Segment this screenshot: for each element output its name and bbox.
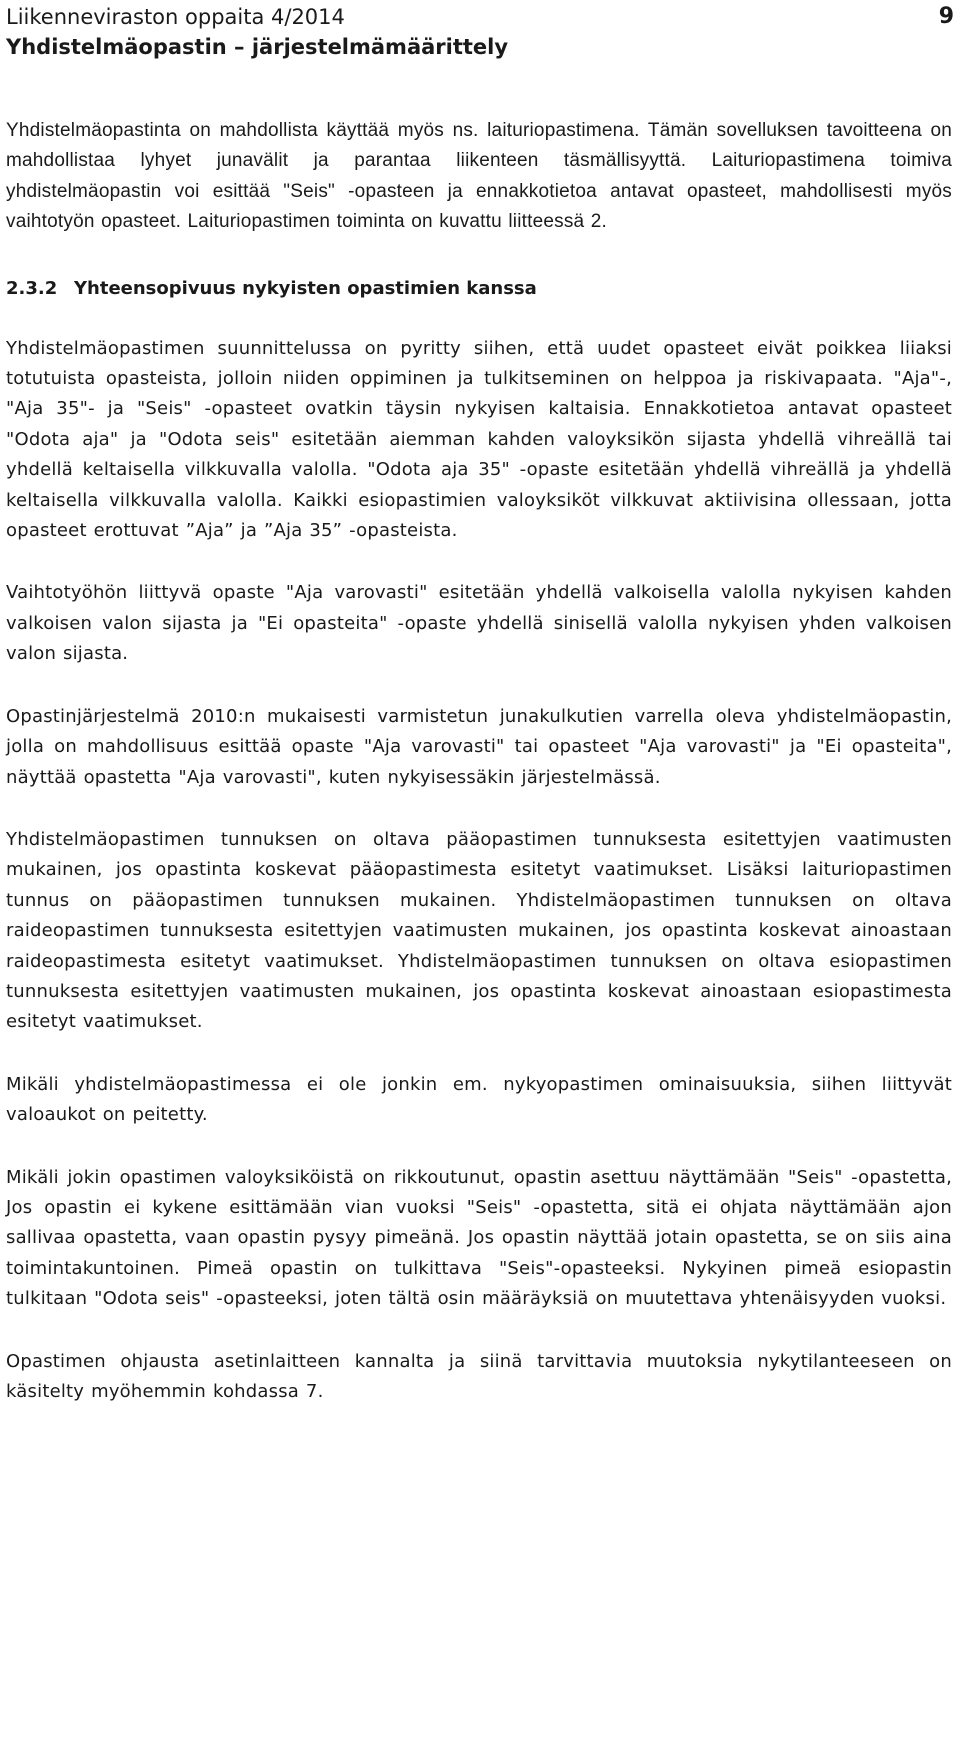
publication-series: Liikenneviraston oppaita 4/2014 [6,5,345,29]
document-body [6,116,952,1407]
body-paragraph-failure: Mikäli jokin opastimen valoyksiköistä on rikkoutunut, opastin asettuu näyttämään "Seis" -opastetta, Jos opastin ei kykene esittämään vian vuoksi "Seis" -opastetta, sitä ei ohjata näyttämään ajon sallivaa opastetta, vaan opastin pysyy pimeänä. Jos opastin näyttää jotain opastetta, se on siis aina toimintakuntoinen. Pimeä opastin on tulkittava "Seis"-opasteeksi. Nykyinen pimeä esiopastin tulkitaan "Odota seis" -opasteeksi, joten tältä osin määräyksiä on muutettava yhtenäisyyden vuoksi. [6,1166,952,1310]
body-paragraph-shunting: Vaihtotyöhön liittyvä opaste "Aja varovasti" esitetään yhdellä valkoisella valolla nykyisen kahden valkoisen valon sijasta ja "Ei opasteita" -opaste yhdellä sinisellä valolla nykyisen yhden valkoisen valon sijasta. [6,582,952,665]
spacer [6,1131,952,1163]
section-number: 2.3.2 [6,277,58,299]
body-paragraph-signal-id: Yhdistelmäopastimen tunnuksen on oltava pääopastimen tunnuksesta esitettyjen vaatimusten mukainen, jos opastinta koskevat pääopastimesta esitetyt vaatimukset. Lisäksi laituriopastimen tunnus on pääopastimen tunnuksen mukainen. Yhdistelmäopastimen tunnuksen on oltava raideopastimen tunnuksesta esitettyjen vaatimusten mukainen, jos opastinta koskevat ainoastaan raideopastimesta esitetyt vaatimukset. Yhdistelmäopastimen tunnuksen on oltava esiopastimen tunnuksesta esitettyjen vaatimusten mukainen, jos opastinta koskevat ainoastaan esiopastimesta esitetyt vaatimukset. [6,828,952,1033]
spacer [6,1038,952,1070]
spacer [6,1315,952,1347]
body-paragraph-covered-lights: Mikäli yhdistelmäopastimessa ei ole jonkin em. nykyopastimen ominaisuuksia, siihen liittyvät valoaukot on peitetty. [6,1073,952,1126]
spacer [6,238,952,274]
spacer [6,793,952,825]
body-paragraph-compatibility: Yhdistelmäopastimen suunnittelussa on pyritty siihen, että uudet opasteet eivät poikkea liiaksi totutuista opasteista, jolloin niiden oppiminen ja tulkitseminen on helppoa ja riskivapaata. "Aja"-, "Aja 35"- ja "Seis" -opasteet ovatkin täysin nykyisen kaltaisia. Ennakkotietoa antavat opasteet "Odota aja" ja "Odota seis" esitetään aiemman kahden valoyksikön sijasta yhdellä vihreällä tai yhdellä keltaisella vilkkuvalla valolla. "Odota aja 35" -opaste esitetään yhdellä vihreällä ja yhdellä keltaisella vilkkuvalla valolla. Kaikki esiopastimien valoyksiköt vilkkuvat aktiivisina ollessaan, jotta opasteet erottuvat ”Aja” ja ”Aja 35” -opasteista. [6,337,952,542]
section-heading [6,274,952,304]
spacer [6,304,952,334]
document-title: Yhdistelmäopastin – järjestelmämäärittely [6,35,509,59]
page-header [6,2,956,62]
page-number: 9 [938,4,954,29]
section-title: Yhteensopivuus nykyisten opastimien kanssa [74,277,537,299]
spacer [6,670,952,702]
body-paragraph-control: Opastimen ohjausta asetinlaitteen kannalta ja siinä tarvittavia muutoksia nykytilanteeseen on käsitelty myöhemmin kohdassa 7. [6,1350,952,1402]
intro-paragraph: Yhdistelmäopastinta on mahdollista käyttää myös ns. laituriopastimena. Tämän sovelluksen tavoitteena on mahdollistaa lyhyet junavälit ja parantaa liikenteen täsmällisyyttä. Laituriopastimena toimiva yhdistelmäopastin voi esittää "Seis" -opasteen ja ennakkotietoa antavat opasteet, mahdollisesti myös vaihtotyön opasteet. Laituriopastimen toiminta on kuvattu liitteessä 2. [6,120,952,233]
body-paragraph-system-2010: Opastinjärjestelmä 2010:n mukaisesti varmistetun junakulkutien varrella oleva yhdistelmäopastin, jolla on mahdollisuus esittää opaste "Aja varovasti" tai opasteet "Aja varovasti" ja "Ei opasteita", näyttää opastetta "Aja varovasti", kuten nykyisessäkin järjestelmässä. [6,705,952,788]
spacer [6,546,952,578]
